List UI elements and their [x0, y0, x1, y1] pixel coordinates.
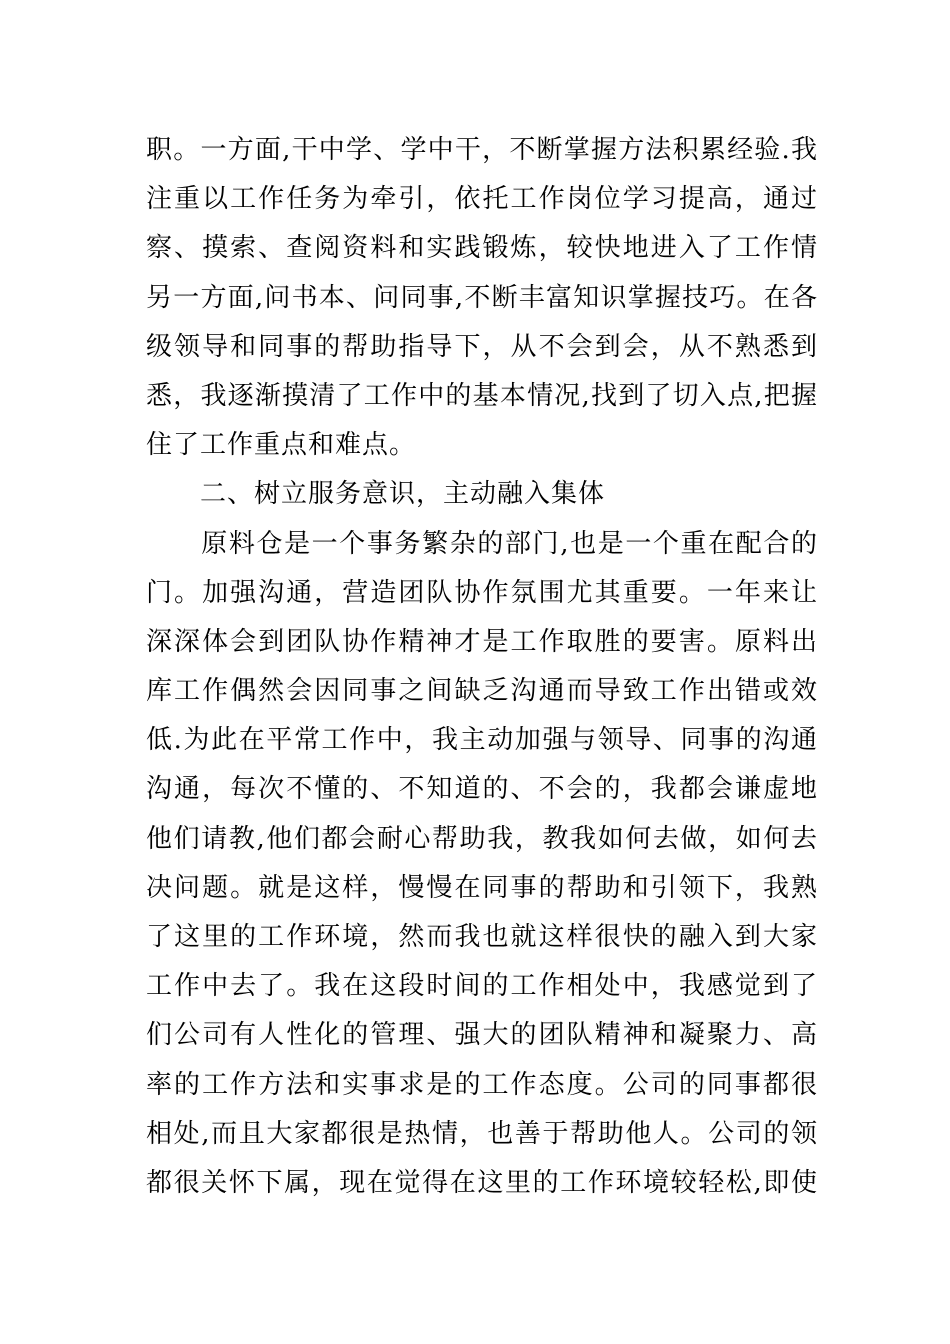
text-line: 门。加强沟通，营造团队协作氛围尤其重要。一年来让: [146, 577, 818, 608]
text-line: 相处,而且大家都很是热情，也善于帮助他人。公司的领: [146, 1118, 818, 1149]
text-line: 原料仓是一个事务繁杂的部门,也是一个重在配合的: [201, 528, 818, 559]
text-line: 另一方面,问书本、问同事,不断丰富知识掌握技巧。在各: [146, 282, 818, 313]
section-heading: 二、树立服务意识，主动融入集体: [146, 479, 606, 510]
text-line: 工作中去了。我在这段时间的工作相处中，我感觉到了: [146, 971, 818, 1002]
text-line: 察、摸索、查阅资料和实践锻炼，较快地进入了工作情: [146, 233, 818, 264]
text-line: 了这里的工作环境，然而我也就这样很快的融入到大家: [146, 922, 818, 952]
text-line: 职。一方面,干中学、学中干，不断掌握方法积累经验.我: [146, 135, 818, 165]
text-line: 率的工作方法和实事求是的工作态度。公司的同事都很: [146, 1069, 818, 1100]
text-line: 注重以工作任务为牵引，依托工作岗位学习提高，通过: [146, 184, 818, 215]
text-line: 决问题。就是这样，慢慢在同事的帮助和引领下，我熟: [146, 872, 818, 903]
text-line: 深深体会到团队协作精神才是工作取胜的要害。原料出: [146, 626, 818, 657]
text-line: 悉，我逐渐摸清了工作中的基本情况,找到了切入点,把握: [146, 380, 818, 411]
text-line: 库工作偶然会因同事之间缺乏沟通而导致工作出错或效: [146, 676, 818, 707]
text-line: 他们请教,他们都会耐心帮助我，教我如何去做，如何去: [146, 823, 818, 854]
text-line: 住了工作重点和难点。: [146, 430, 417, 461]
body-text: [146, 126, 818, 1208]
text-line: 们公司有人性化的管理、强大的团队精神和凝聚力、高: [146, 1020, 818, 1051]
text-line: 沟通，每次不懂的、不知道的、不会的，我都会谦虚地: [146, 774, 818, 805]
text-line: 低.为此在平常工作中，我主动加强与领导、同事的沟通: [146, 725, 818, 756]
text-line: 级领导和同事的帮助指导下，从不会到会，从不熟悉到: [146, 331, 818, 362]
text-line: 都很关怀下属，现在觉得在这里的工作环境较轻松,即使: [146, 1167, 818, 1198]
